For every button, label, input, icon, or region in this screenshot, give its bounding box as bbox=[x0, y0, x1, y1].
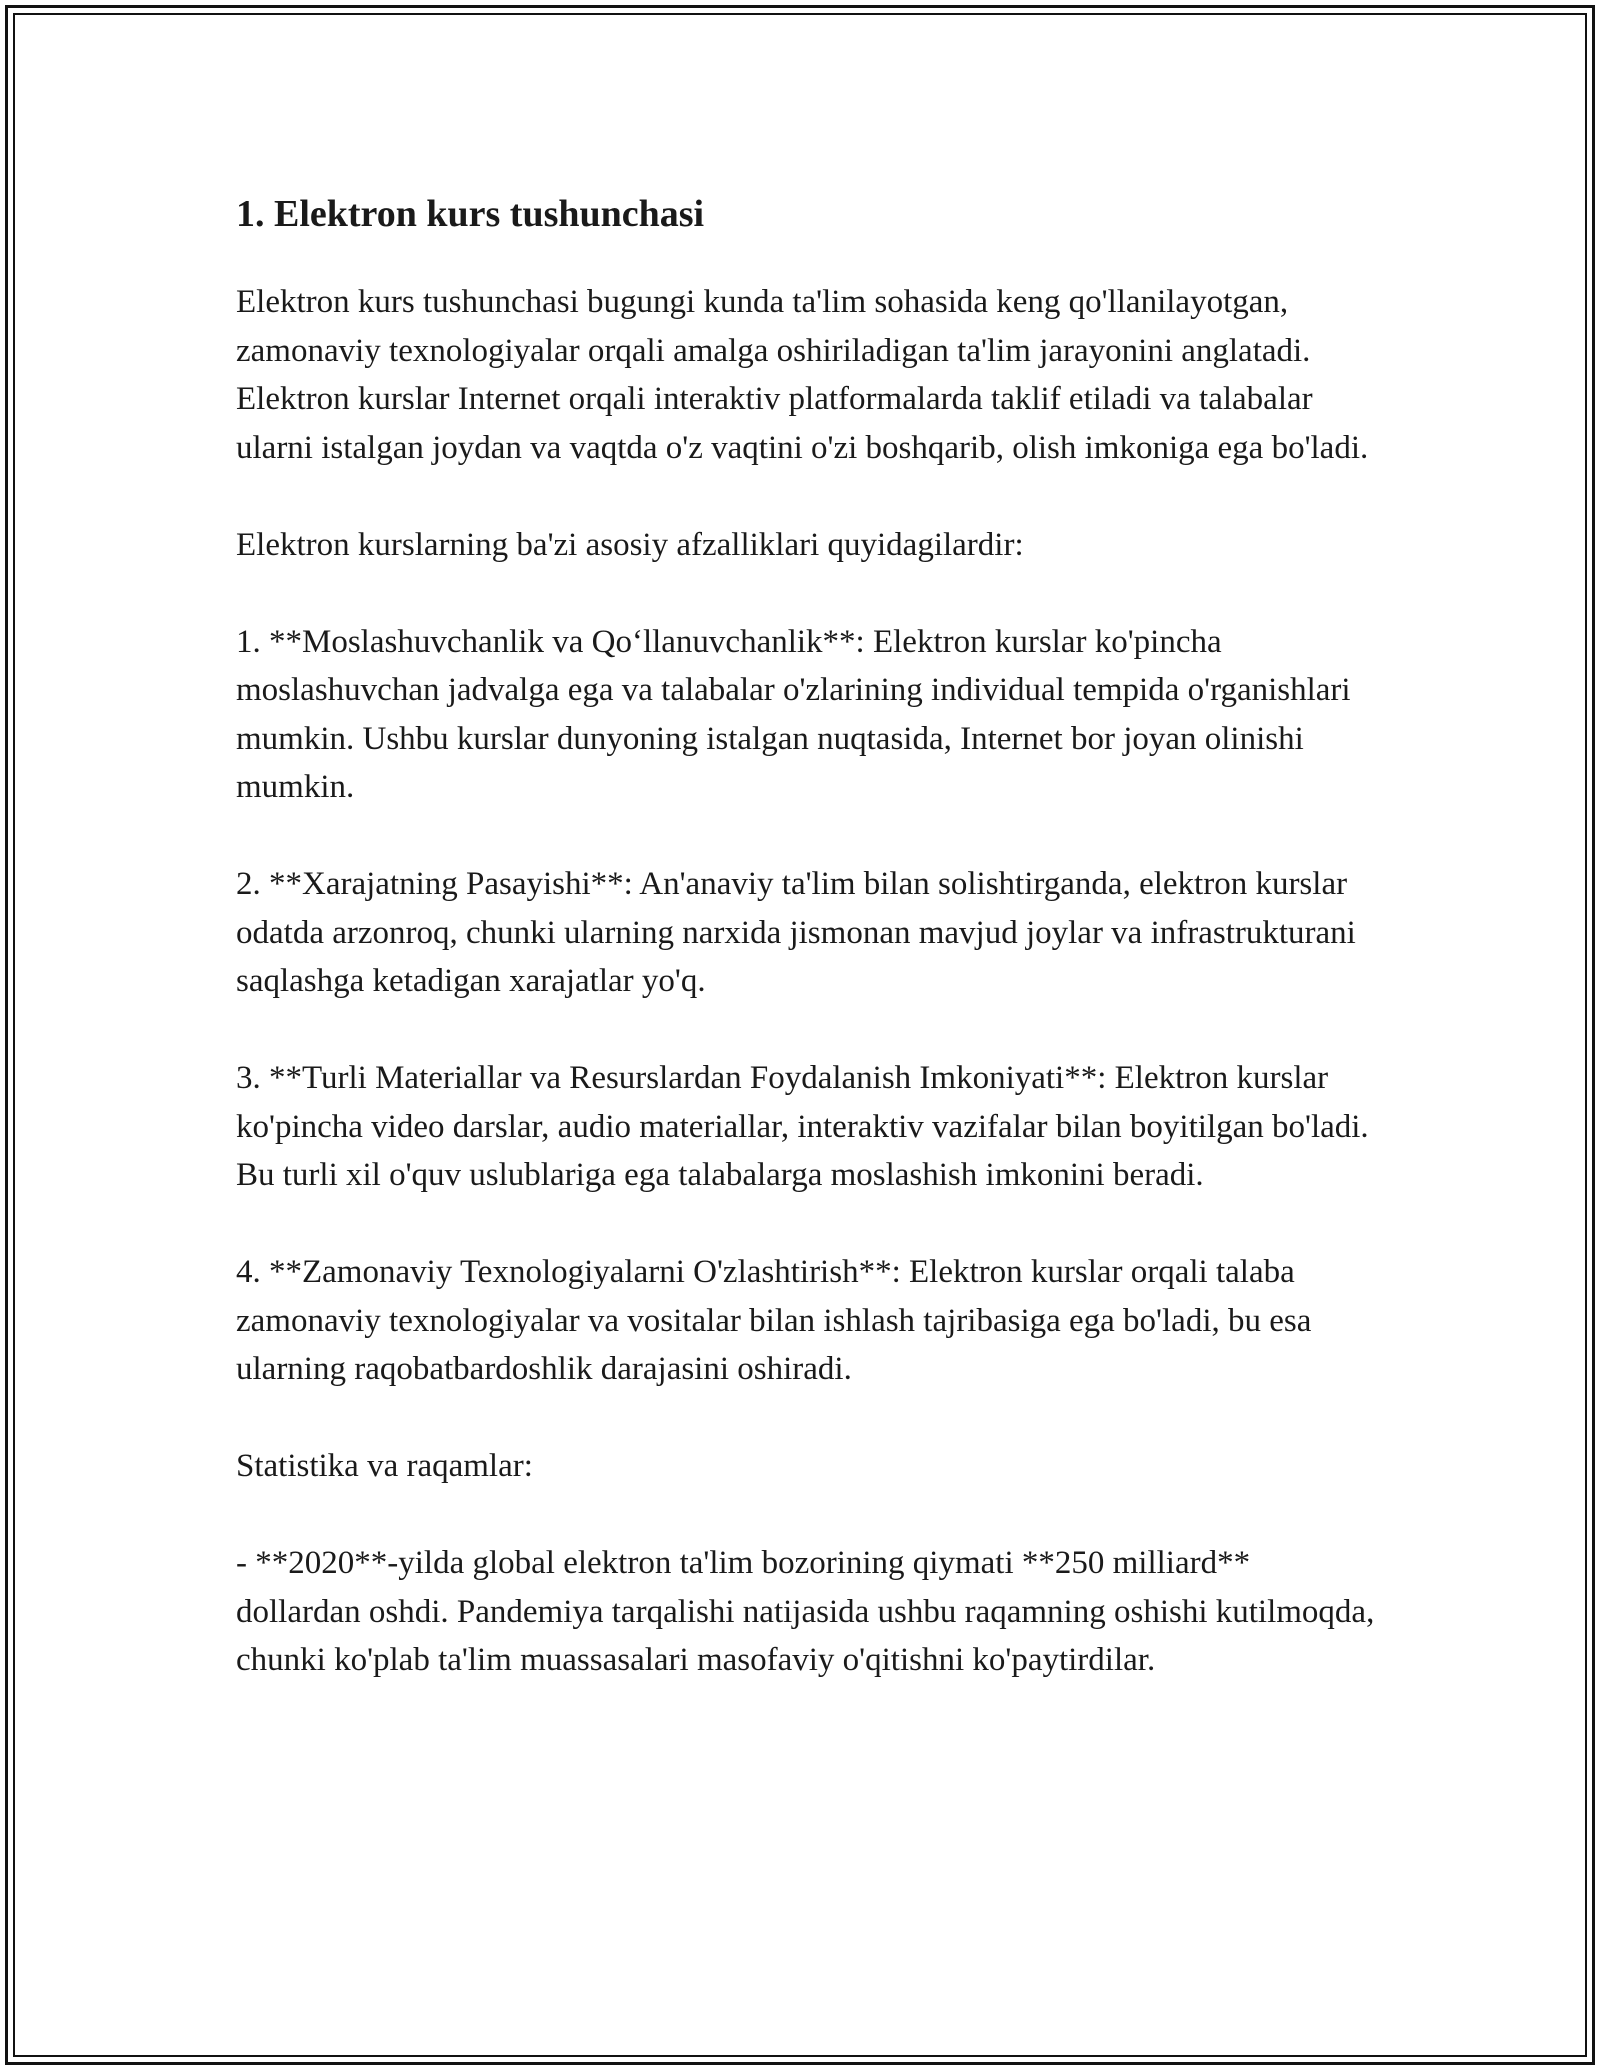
statistics-lead-paragraph: Statistika va raqamlar: bbox=[236, 1448, 533, 1484]
paragraph-spacer bbox=[236, 812, 1376, 861]
paragraph-spacer bbox=[236, 1491, 1376, 1540]
section-heading: 1. Elektron kurs tushunchasi bbox=[236, 193, 705, 235]
advantage-item-1: 1. **Moslashuvchanlik va Qo‘llanuvchanlik**: Elektron kurslar ko'pincha moslashuvchan jadvalga ega va talabalar o'zlarining individual tempida o'rganishlari mumkin. Ushbu kurslar dunyoning istalgan nuqtasida, Internet bor joyan olinishi mumkin. bbox=[236, 623, 1351, 805]
statistics-item-1: - **2020**-yilda global elektron ta'lim bozorining qiymati **250 milliard** dollardan oshdi. Pandemiya tarqalishi natijasida ushbu raqamning oshishi kutilmoqda, chunki ko'plab ta'lim muassasalari masofaviy o'qitishni ko'paytirdilar. bbox=[236, 1545, 1375, 1678]
paragraph-spacer bbox=[236, 1006, 1376, 1055]
advantages-lead-paragraph: Elektron kurslarning ba'zi asosiy afzalliklari quyidagilardir: bbox=[236, 526, 1024, 563]
paragraph-spacer bbox=[236, 1394, 1376, 1443]
advantage-item-2: 2. **Xarajatning Pasayishi**: An'anaviy ta'lim bilan solishtirganda, elektron kurslar odatda arzonroq, chunki ularning narxida jismonan mavjud joylar va infrastrukturani saqlashga ketadigan xarajatlar yo'q. bbox=[236, 866, 1356, 999]
advantage-item-3: 3. **Turli Materiallar va Resurslardan Foydalanish Imkoniyati**: Elektron kurslar ko'pincha video darslar, audio materiallar, interaktiv vazifalar bilan boyitilgan bo'ladi. Bu turli xil o'quv uslublariga ega talabalarga moslashish imkonini beradi. bbox=[236, 1060, 1369, 1193]
document-body bbox=[236, 186, 1376, 1685]
paragraph-spacer bbox=[236, 569, 1376, 618]
paragraph-spacer bbox=[236, 472, 1376, 521]
advantage-item-4: 4. **Zamonaviy Texnologiyalarni O'zlashtirish**: Elektron kurslar orqali talaba zamonaviy texnologiyalar va vositalar bilan ishlash tajribasiga ega bo'ladi, bu esa ularning raqobatbardoshlik darajasini oshiradi. bbox=[236, 1254, 1312, 1387]
intro-paragraph: Elektron kurs tushunchasi bugungi kunda ta'lim sohasida keng qo'llanilayotgan, zamonaviy texnologiyalar orqali amalga oshiriladigan ta'lim jarayonini anglatadi. Elektron kurslar Internet orqali interaktiv platformalarda taklif etiladi va talabalar ularni istalgan joydan va vaqtda o'z vaqtini o'zi boshqarib, olish imkoniga ega bo'ladi. bbox=[236, 284, 1369, 466]
paragraph-spacer bbox=[236, 1200, 1376, 1249]
